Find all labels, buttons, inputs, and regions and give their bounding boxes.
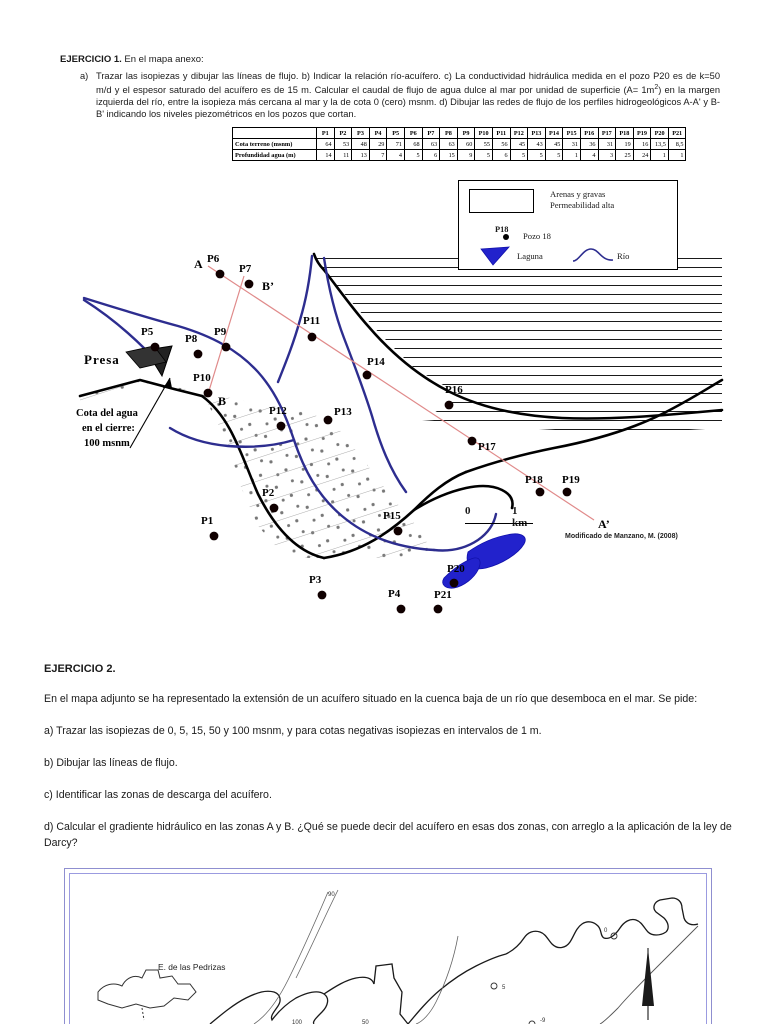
well-marker-p18[interactable] <box>525 474 544 496</box>
table-col-header-p10: P10 <box>475 128 493 139</box>
table-cell-p17-r1: 3 <box>598 150 616 161</box>
table-row-label: Cota terreno (msnm) <box>233 139 317 150</box>
table-cell-p15-r1: 1 <box>563 150 581 161</box>
table-cell-p3-r1: 13 <box>352 150 370 161</box>
table-col-header-p2: P2 <box>334 128 352 139</box>
table-cell-p20-r1: 1 <box>651 150 669 161</box>
profile-label-A: A <box>194 257 203 271</box>
table-col-header-p18: P18 <box>616 128 634 139</box>
table-col-header-p15: P15 <box>563 128 581 139</box>
well-dot-icon <box>222 343 231 352</box>
well-dot-icon <box>194 350 203 359</box>
well-label-p5: P5 <box>141 326 154 338</box>
well-dot-icon <box>434 605 443 614</box>
table-cell-p10-r1: 5 <box>475 150 493 161</box>
exercise1-item-text-1: Trazar las isopiezas y dibujar las líneas de flujo. b) Indicar la relación río-acuífero. c) La conductividad hidráulica medida en el pozo P20 es de k=50 m/d y el espesor saturado del acuífero es de 15 m. Calcular el caudal de flujo de agua dulce al mar por unidad de superficie (A= 1m <box>96 71 720 96</box>
legend-unit-line1: Arenas y gravas <box>550 189 606 199</box>
granite-unit <box>62 368 462 568</box>
well-label-p21: P21 <box>434 589 452 601</box>
table-cell-p13-r0: 43 <box>528 139 546 150</box>
table-cell-p16-r0: 36 <box>580 139 598 150</box>
table-cell-p15-r0: 31 <box>563 139 581 150</box>
table-cell-p11-r0: 56 <box>492 139 510 150</box>
well-label-p13: P13 <box>334 406 352 418</box>
map2-inner-frame <box>69 873 707 1024</box>
well-data-table <box>232 127 686 161</box>
well-label-p14: P14 <box>367 356 385 368</box>
table-row <box>233 150 686 161</box>
table-col-header-p11: P11 <box>492 128 510 139</box>
well-dot-icon <box>210 532 219 541</box>
exercise2-item-c: c) Identificar las zonas de descarga del acuífero. <box>44 789 272 801</box>
exercise2-item-d: d) Calcular el gradiente hidráulico en las zonas A y B. ¿Qué se puede decir del acuífero en esas dos zonas, con arreglo a la aplicación de la ley de Darcy? <box>44 821 732 849</box>
map2-contour-label-90: 90 <box>328 892 335 898</box>
table-cell-p1-r1: 14 <box>317 150 335 161</box>
well-dot-icon <box>270 504 279 513</box>
map2-contour-label-50: 50 <box>362 1020 369 1024</box>
scale-zero-label: 0 <box>465 505 471 517</box>
table-corner-cell <box>233 128 317 139</box>
table-cell-p2-r1: 11 <box>334 150 352 161</box>
profile-label-B: B <box>218 394 227 408</box>
well-dot-icon <box>397 605 406 614</box>
map2-linework <box>210 898 698 1024</box>
table-cell-p8-r0: 63 <box>440 139 458 150</box>
table-cell-p19-r1: 24 <box>633 150 651 161</box>
table-col-header-p17: P17 <box>598 128 616 139</box>
table-col-header-p12: P12 <box>510 128 528 139</box>
well-label-p15: P15 <box>383 510 401 522</box>
legend-lagoon-label: Laguna <box>517 251 543 261</box>
well-label-p19: P19 <box>562 474 580 486</box>
table-col-header-p16: P16 <box>580 128 598 139</box>
table-cell-p14-r0: 45 <box>545 139 563 150</box>
exercise1-items <box>60 70 720 120</box>
scale-km-label: 1 km <box>512 505 528 529</box>
exercise1-item-superscript: 2 <box>654 84 659 92</box>
map-credit: Modificado de Manzano, M. (2008) <box>565 533 678 540</box>
well-marker-p4[interactable] <box>388 588 405 613</box>
map2-contours <box>254 890 458 1024</box>
table-cell-p14-r1: 5 <box>545 150 563 161</box>
exercise1-item-text-2: ) en la margen izquierda del río, entre la isopieza más cercana al mar y la de cota 0 (cero) msnm. d) Dibujar las redes de flujo de los perfiles hidrogeológicos A-A' y B-B' indicando los niveles piezométricos en los pozos que cortan. <box>96 85 721 120</box>
well-label-p1: P1 <box>201 515 214 527</box>
legend-well-code: P18 <box>495 225 509 234</box>
legend-river-text: Río <box>617 251 630 261</box>
map2-contour-label-100: 100 <box>292 1020 303 1024</box>
exercise1-title: EJERCICIO 1. <box>60 54 122 65</box>
well-label-p11: P11 <box>303 315 321 327</box>
exercise1-title-rest: En el mapa anexo: <box>121 54 204 65</box>
table-col-header-p20: P20 <box>651 128 669 139</box>
map2-svg <box>70 874 704 1024</box>
dam-label: Presa <box>84 352 120 367</box>
table-cell-p18-r1: 25 <box>616 150 634 161</box>
well-marker-p3[interactable] <box>309 574 326 599</box>
well-marker-p1[interactable] <box>201 515 218 540</box>
well-dot-icon <box>324 416 333 425</box>
well-marker-p8[interactable] <box>185 333 202 358</box>
well-dot-icon <box>450 579 459 588</box>
well-dot-icon <box>445 401 454 410</box>
map2-point-label-neg9: -9 <box>540 1018 546 1024</box>
well-label-p9: P9 <box>214 326 227 338</box>
table-col-header-p3: P3 <box>352 128 370 139</box>
table-row-label: Profundidad agua (m) <box>233 150 317 161</box>
dam-symbol <box>126 346 172 376</box>
map2-point-neg9 <box>529 1018 546 1024</box>
exercise1-header <box>60 49 720 120</box>
table-cell-p6-r0: 68 <box>404 139 422 150</box>
legend-well-dot-icon <box>503 234 509 240</box>
table-cell-p2-r0: 53 <box>334 139 352 150</box>
table-cell-p10-r0: 55 <box>475 139 493 150</box>
table-cell-p12-r1: 5 <box>510 150 528 161</box>
table-col-header-p14: P14 <box>545 128 563 139</box>
well-dot-icon <box>563 488 572 497</box>
table-cell-p4-r1: 7 <box>369 150 387 161</box>
map2-point-5 <box>491 983 506 991</box>
well-dot-icon <box>363 371 372 380</box>
well-label-p10: P10 <box>193 372 211 384</box>
legend-river-label <box>617 251 629 261</box>
dam-note-line3: 100 msnm <box>84 438 130 449</box>
table-body <box>233 139 686 161</box>
dam-note-line2: en el cierre: <box>82 423 135 434</box>
well-label-p8: P8 <box>185 333 198 345</box>
table-cell-p7-r0: 63 <box>422 139 440 150</box>
well-marker-p17[interactable] <box>468 437 497 453</box>
north-arrow-icon <box>642 948 654 1020</box>
table-cell-p17-r0: 31 <box>598 139 616 150</box>
table-cell-p19-r0: 16 <box>633 139 651 150</box>
table-col-header-p9: P9 <box>457 128 475 139</box>
well-label-p12: P12 <box>269 405 287 417</box>
hydrogeology-map-2 <box>64 868 712 1024</box>
legend-lagoon-icon <box>479 245 513 267</box>
table-cell-p1-r0: 64 <box>317 139 335 150</box>
well-label-p6: P6 <box>207 253 220 265</box>
table-col-header-p7: P7 <box>422 128 440 139</box>
exercise1-title-line <box>60 49 720 67</box>
map-legend <box>458 180 678 270</box>
well-dot-icon <box>468 437 477 446</box>
map2-reservoir-shape <box>98 970 196 1020</box>
table-cell-p7-r1: 6 <box>422 150 440 161</box>
legend-sand-gravel-swatch <box>469 189 534 213</box>
legend-well-label: Pozo 18 <box>523 231 551 241</box>
well-label-p18: P18 <box>525 474 543 486</box>
table-cell-p4-r0: 29 <box>369 139 387 150</box>
legend-sand-gravel-text <box>550 189 614 211</box>
table-col-header-p19: P19 <box>633 128 651 139</box>
table-cell-p13-r1: 5 <box>528 150 546 161</box>
scale-bar-line <box>465 523 533 524</box>
well-dot-icon <box>308 333 317 342</box>
well-label-p7: P7 <box>239 263 252 275</box>
well-dot-icon <box>394 527 403 536</box>
well-dot-icon <box>216 270 225 279</box>
exercise2-item-a: a) Trazar las isopiezas de 0, 5, 15, 50 y 100 msnm, y para cotas negativas isopiezas en intervalos de 1 m. <box>44 725 542 737</box>
exercise2-title: EJERCICIO 2. <box>44 663 116 675</box>
profile-label-A-prime: A’ <box>598 517 610 531</box>
table-col-header-p5: P5 <box>387 128 405 139</box>
exercise2-intro: En el mapa adjunto se ha representado la extensión de un acuífero situado en la cuenca baja de un río que desemboca en el mar. Se pide: <box>44 693 698 705</box>
well-marker-p13[interactable] <box>324 406 353 424</box>
table-cell-p11-r1: 6 <box>492 150 510 161</box>
well-dot-icon <box>277 422 286 431</box>
table-cell-p21-r1: 1 <box>668 150 686 161</box>
table-row <box>233 139 686 150</box>
table-cell-p3-r0: 48 <box>352 139 370 150</box>
well-label-p3: P3 <box>309 574 322 586</box>
exercise2-block <box>44 663 744 851</box>
well-label-p20: P20 <box>447 563 465 575</box>
well-dot-icon <box>245 280 254 289</box>
exercise2-item-b: b) Dibujar las líneas de flujo. <box>44 757 178 769</box>
table-header-row <box>233 128 686 139</box>
dam-note-line1: Cota del agua <box>76 408 138 419</box>
well-marker-p6[interactable] <box>207 253 224 278</box>
well-label-p16: P16 <box>445 384 463 396</box>
well-dot-icon <box>536 488 545 497</box>
profile-label-B-prime: B’ <box>262 279 274 293</box>
well-label-p2: P2 <box>262 487 275 499</box>
well-label-p17: P17 <box>478 441 496 453</box>
well-marker-p19[interactable] <box>562 474 580 496</box>
table-col-header-p13: P13 <box>528 128 546 139</box>
well-dot-icon <box>318 591 327 600</box>
table-cell-p5-r1: 4 <box>387 150 405 161</box>
table-cell-p21-r0: 8,5 <box>668 139 686 150</box>
well-dot-icon <box>151 343 160 352</box>
table-cell-p9-r0: 60 <box>457 139 475 150</box>
table-col-header-p4: P4 <box>369 128 387 139</box>
table-cell-p16-r1: 4 <box>580 150 598 161</box>
map2-point-label-0: 0 <box>604 928 608 934</box>
map2-reservoir-label: E. de las Pedrizas <box>158 962 226 972</box>
table-cell-p9-r1: 9 <box>457 150 475 161</box>
table-col-header-p6: P6 <box>404 128 422 139</box>
exercise1-item-marker: a) <box>80 71 89 81</box>
table-cell-p5-r0: 71 <box>387 139 405 150</box>
table-cell-p20-r0: 13,5 <box>651 139 669 150</box>
legend-river-icon <box>571 245 615 267</box>
table-cell-p6-r1: 5 <box>404 150 422 161</box>
table-cell-p12-r0: 45 <box>510 139 528 150</box>
legend-unit-line2: Permeabilidad alta <box>550 200 615 210</box>
table-cell-p8-r1: 15 <box>440 150 458 161</box>
well-dot-icon <box>204 389 213 398</box>
table-col-header-p1: P1 <box>317 128 335 139</box>
table-col-header-p21: P21 <box>668 128 686 139</box>
table-cell-p18-r0: 19 <box>616 139 634 150</box>
map2-point-label-5: 5 <box>502 985 506 991</box>
table-col-header-p8: P8 <box>440 128 458 139</box>
well-label-p4: P4 <box>388 588 401 600</box>
exercise1-item-a <box>60 70 720 120</box>
well-marker-p21[interactable] <box>434 589 452 613</box>
